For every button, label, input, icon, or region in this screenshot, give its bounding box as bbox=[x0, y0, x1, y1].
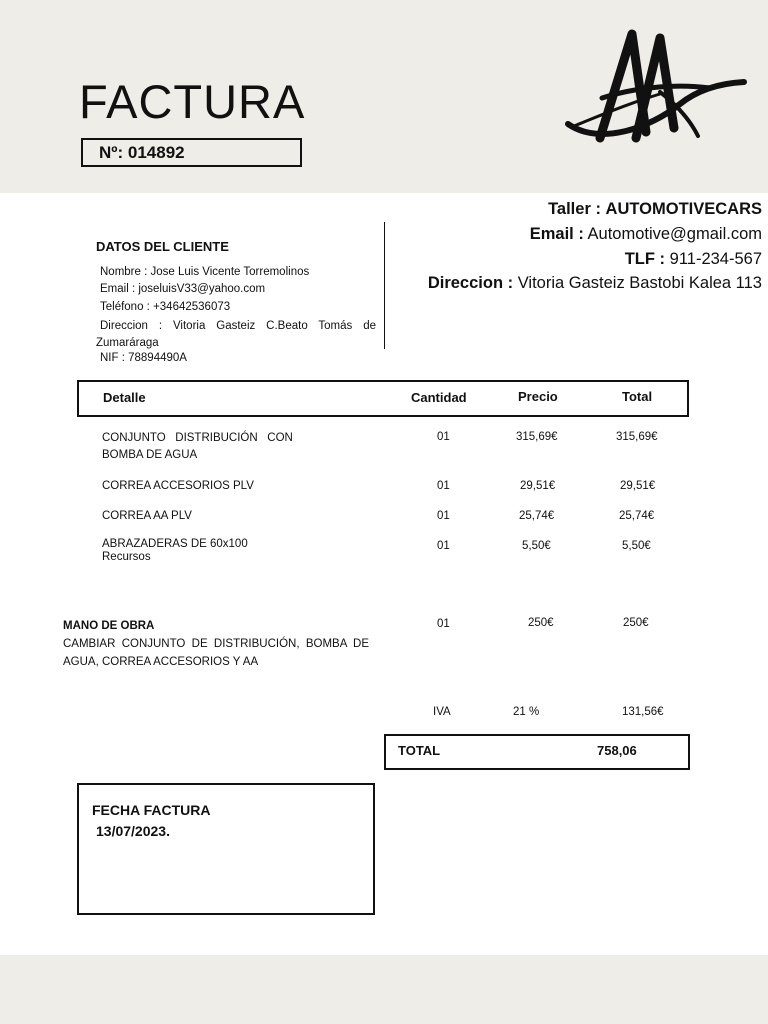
row-quantity: 01 bbox=[437, 510, 450, 522]
row-price: 315,69€ bbox=[516, 431, 558, 443]
client-address: Direccion : Vitoria Gasteiz C.Beato Tomás de Zumaráraga bbox=[96, 320, 376, 349]
row-total: 5,50€ bbox=[622, 540, 651, 552]
document-title: FACTURA bbox=[79, 75, 306, 128]
labor-price: 250€ bbox=[528, 617, 554, 629]
table-row bbox=[102, 478, 254, 495]
shop-email-value: Automotive@gmail.com bbox=[587, 225, 762, 243]
shop-email-label: Email : bbox=[529, 225, 584, 243]
footer-band bbox=[0, 955, 768, 1024]
row-quantity: 01 bbox=[437, 480, 450, 492]
labor-total: 250€ bbox=[623, 617, 649, 629]
table-header-box bbox=[77, 380, 689, 417]
total-label: TOTAL bbox=[398, 743, 441, 758]
invoice-number-box bbox=[81, 138, 302, 167]
row-total: 25,74€ bbox=[619, 510, 655, 522]
row-description-line1: ABRAZADERAS DE 60x100 bbox=[102, 538, 248, 550]
client-email: Email : joseluisV33@yahoo.com bbox=[100, 283, 266, 295]
table-row bbox=[102, 508, 192, 525]
row-description-line1: CONJUNTO DISTRIBUCIÓN CON bbox=[102, 432, 293, 444]
column-header-quantity: Cantidad bbox=[411, 390, 467, 405]
row-quantity: 01 bbox=[437, 431, 450, 443]
tax-amount: 131,56€ bbox=[622, 706, 664, 718]
shop-address bbox=[428, 274, 762, 293]
brand-logo-icon bbox=[560, 28, 750, 148]
row-quantity: 01 bbox=[437, 540, 450, 552]
labor-quantity: 01 bbox=[437, 618, 450, 630]
labor-description: CAMBIAR CONJUNTO DE DISTRIBUCIÓN, BOMBA DE AGUA, CORREA ACCESORIOS Y AA bbox=[63, 638, 369, 668]
shop-phone-label: TLF : bbox=[624, 250, 666, 268]
invoice-date-label: FECHA FACTURA bbox=[92, 802, 211, 818]
column-header-total: Total bbox=[622, 389, 653, 404]
invoice-date-value: 13/07/2023. bbox=[96, 823, 170, 839]
row-total: 315,69€ bbox=[616, 431, 658, 443]
row-description-line2: Recursos bbox=[102, 551, 151, 563]
column-divider bbox=[384, 222, 385, 349]
shop-name-value: AUTOMOTIVECARS bbox=[605, 200, 762, 218]
client-phone: Teléfono : +34642536073 bbox=[100, 301, 231, 313]
shop-name bbox=[548, 200, 762, 219]
client-name: Nombre : Jose Luis Vicente Torremolinos bbox=[100, 266, 310, 278]
shop-phone-value: 911-234-567 bbox=[669, 250, 762, 268]
client-nif: NIF : 78894490A bbox=[100, 352, 187, 364]
table-row bbox=[102, 538, 248, 564]
shop-email bbox=[530, 225, 762, 244]
shop-name-label: Taller : bbox=[548, 200, 601, 218]
row-description-line1: CORREA ACCESORIOS PLV bbox=[102, 480, 254, 492]
table-row bbox=[102, 430, 316, 464]
client-section-title: DATOS DEL CLIENTE bbox=[96, 239, 229, 254]
shop-address-label: Direccion : bbox=[427, 274, 514, 292]
row-price: 25,74€ bbox=[519, 510, 555, 522]
row-price: 5,50€ bbox=[522, 540, 551, 552]
labor-title: MANO DE OBRA bbox=[63, 620, 155, 632]
column-header-detail: Detalle bbox=[103, 390, 146, 405]
tax-label: IVA bbox=[433, 706, 451, 718]
shop-phone bbox=[625, 250, 762, 269]
column-header-price: Precio bbox=[518, 389, 558, 404]
row-description-line2: BOMBA DE AGUA bbox=[102, 449, 198, 461]
tax-rate: 21 % bbox=[513, 706, 540, 718]
row-price: 29,51€ bbox=[520, 480, 556, 492]
invoice-number: Nº: 014892 bbox=[99, 143, 185, 162]
row-total: 29,51€ bbox=[620, 480, 656, 492]
total-value: 758,06 bbox=[597, 743, 637, 758]
row-description-line1: CORREA AA PLV bbox=[102, 510, 192, 522]
shop-address-value: Vitoria Gasteiz Bastobi Kalea 113 bbox=[517, 274, 762, 292]
